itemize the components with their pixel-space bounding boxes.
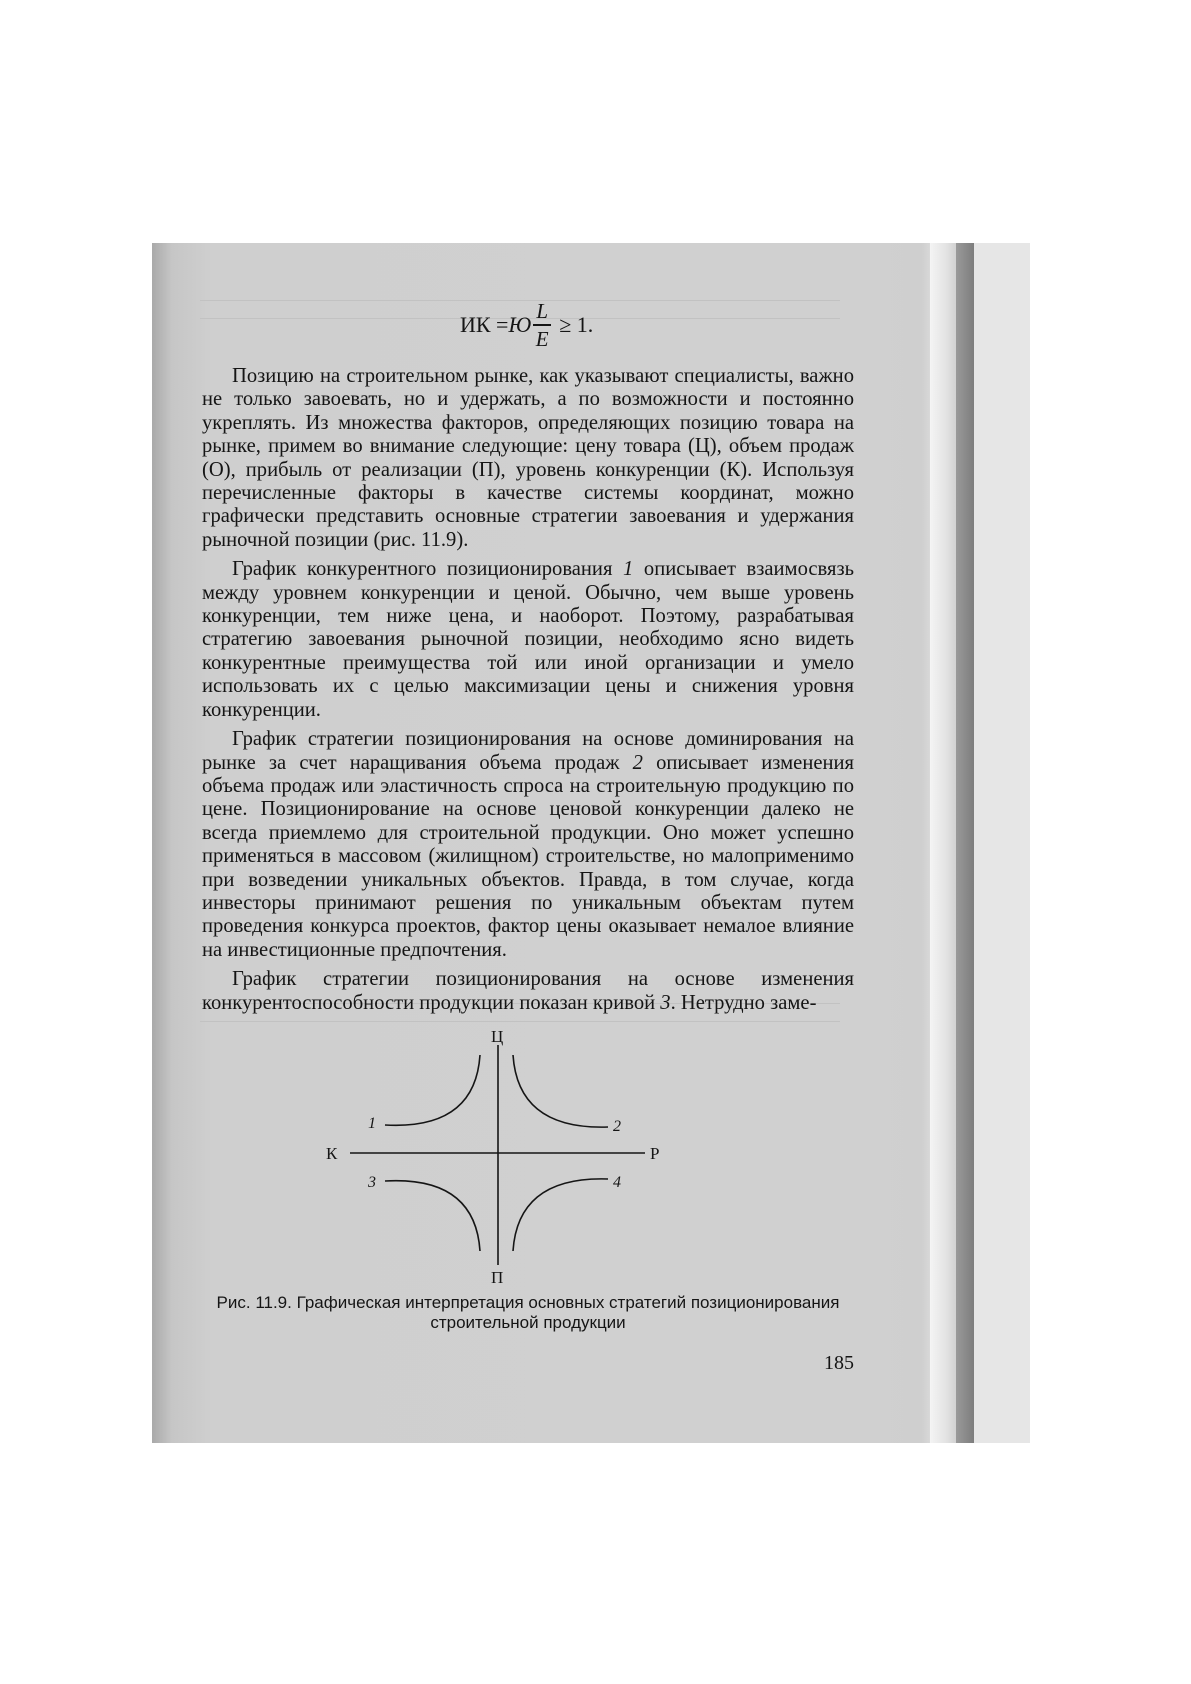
paragraph-text: . Нетрудно заме-: [670, 991, 817, 1014]
book-spine-shadow: [956, 243, 974, 1443]
fraction-bar: [533, 324, 551, 326]
paragraph-text: описывает изменения объема продаж или эластичность спроса на строительную продукцию по цене. Позиционирование на основе ценовой конкуренции далеко не всегда приемлемо для строительной продукции. Оно может успешно применяться в массовом (жилищном) строительстве, но малоприменимо при возведении уникальных объектов. Правда, в том случае, когда инвесторы принимают решения по уникальным объектам путем проведения конкурса проектов, фактор цены оказывает немалое влияние на инвестиционные предпочтения.: [202, 751, 854, 961]
curve-3: [385, 1181, 480, 1251]
paragraph: [202, 558, 854, 722]
formula-numerator: L: [536, 299, 549, 324]
paragraph-text: График стратегии позиционирования на основе изменения конкурентоспособности продукции показан кривой: [202, 968, 854, 1014]
caption-text: Рис. 11.9. Графическая интерпретация основных стратегий позиционирования строительной продукции: [216, 1293, 840, 1332]
formula: [460, 290, 593, 360]
curve-label-2: 2: [613, 1118, 621, 1135]
axis-label-bottom: П: [491, 1268, 504, 1287]
formula-coefficient: Ю: [508, 312, 532, 337]
bleed-through-line: [200, 1021, 840, 1022]
curve-label-1: 1: [368, 1115, 376, 1132]
curve-2: [513, 1055, 608, 1127]
paragraph-text: График конкурентного позиционирования: [232, 558, 624, 581]
formula-lhs: ИК =: [460, 312, 509, 337]
figure-caption: [202, 1293, 854, 1333]
positioning-diagram: [326, 1025, 710, 1287]
body-text: [202, 365, 854, 1015]
curve-label-4: 4: [613, 1174, 621, 1191]
formula-rhs: ≥ 1.: [559, 312, 594, 337]
curve-ref: 3: [660, 991, 671, 1014]
curve-label-3: 3: [368, 1174, 376, 1191]
axis-label-left: К: [326, 1144, 338, 1163]
page-edge: [930, 243, 956, 1443]
paragraph-text: График стратегии позиционирования на основе доминирования на рынке за счет наращивания объема продаж: [202, 728, 854, 774]
paragraph: [202, 728, 854, 962]
paragraph-text: описывает взаимосвязь между уровнем конкуренции и ценой. Обычно, чем выше уровень конкуренции, тем ниже цена, и наоборот. Поэтому, разрабатывая стратегию завоевания рыночной позиции, необходимо ясно видеть конкурентные преимущества той или иной организации и умело использовать их с целью максимизации цены и снижения уровня конкуренции.: [202, 558, 854, 721]
paragraph: [202, 968, 854, 1015]
formula-fraction: [533, 300, 551, 350]
axis-label-top: Ц: [491, 1027, 504, 1046]
page-number: 185: [824, 1352, 854, 1374]
curve-ref: 1: [623, 558, 634, 581]
curve-4: [513, 1179, 608, 1251]
formula-denominator: E: [535, 326, 549, 351]
curve-1: [385, 1055, 480, 1125]
curve-ref: 2: [632, 751, 643, 774]
axis-label-right: Р: [650, 1144, 660, 1163]
paragraph: Позицию на строительном рынке, как указывают специалисты, важно не только завоевать, но и удержать, а по возможности и постоянно укреплять. Из множества факторов, определяющих позицию товара на рынке, примем во внимание следующие: цену товара (Ц), объем продаж (О), прибыль от реализации (П), уровень конкуренции (К). Используя перечисленные факторы в качестве системы координат, можно графически представить основные стратегии завоевания и удержания рыночной позиции (рис. 11.9).: [202, 365, 854, 551]
